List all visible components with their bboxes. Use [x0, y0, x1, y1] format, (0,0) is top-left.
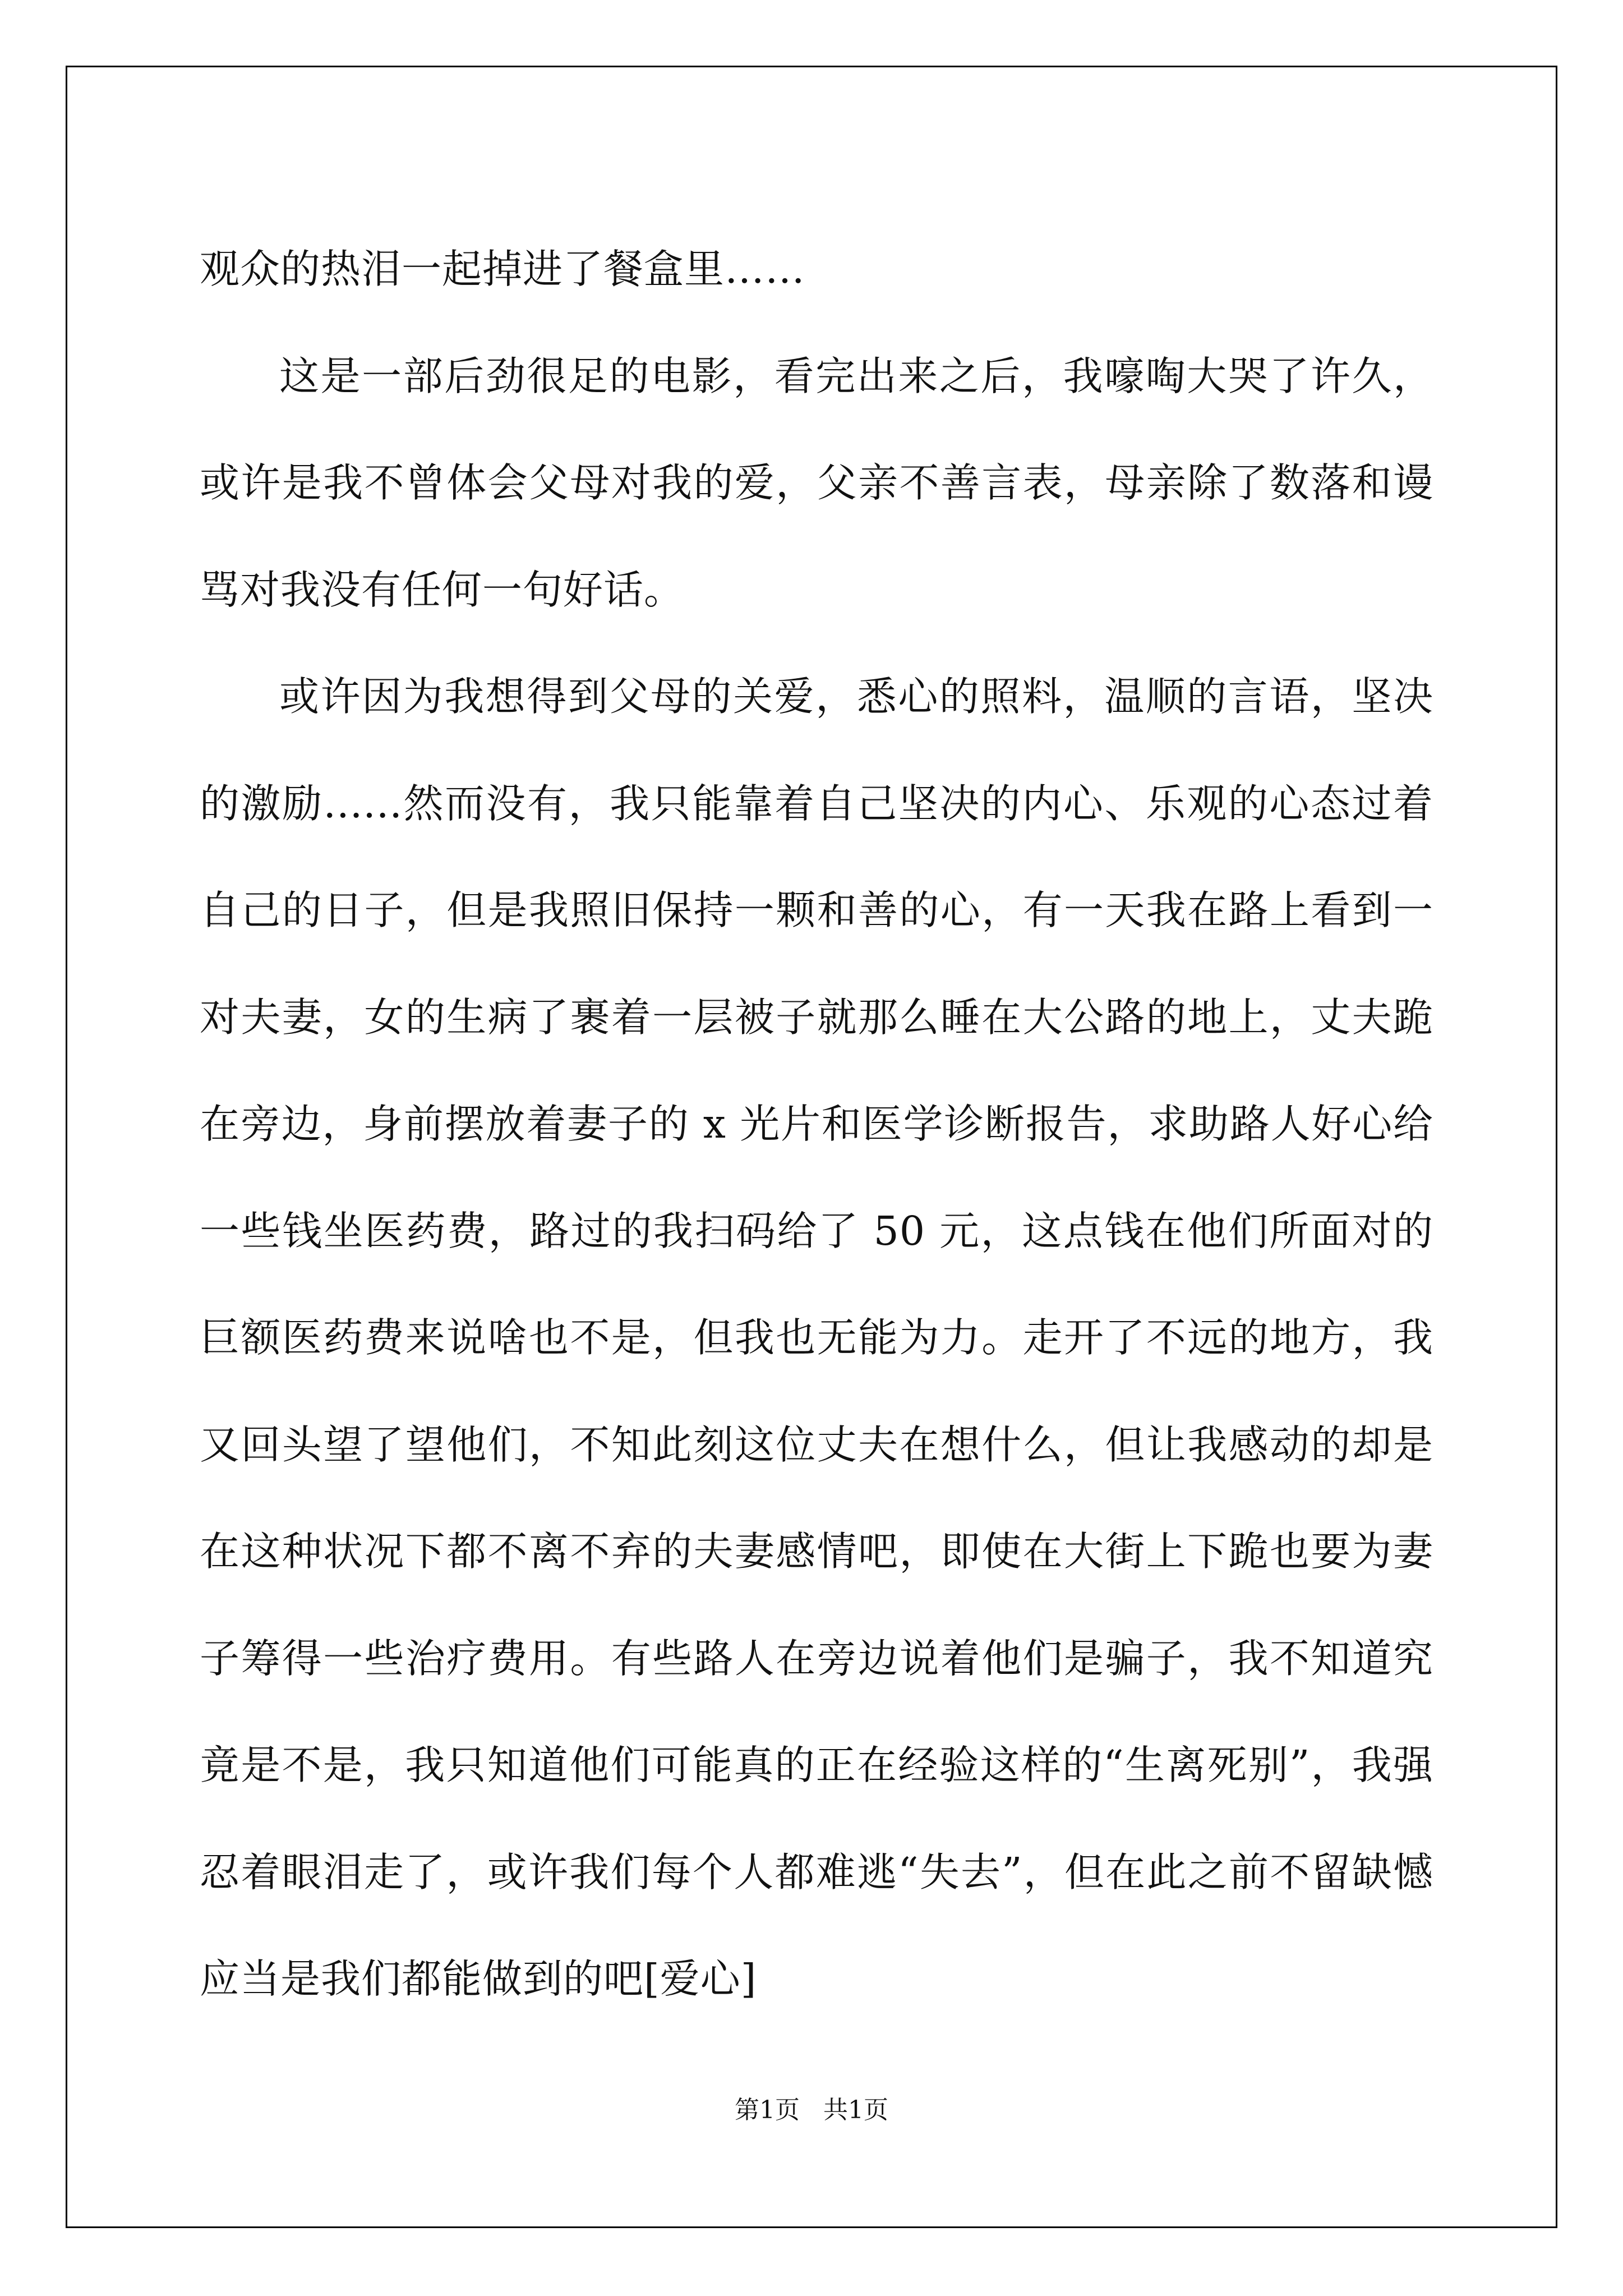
document-body	[200, 216, 1433, 2033]
paragraph-1: 观众的热泪一起掉进了餐盒里……	[200, 246, 806, 292]
paragraph-3: 或许因为我想得到父母的关爱，悉心的照料，温顺的言语，坚决的激励......然而没有，我只能靠着自己坚决的内心、乐观的心态过着自己的日子，但是我照旧保持一颗和善的心，有一天我在路上看到一对夫妻，女的生病了裹着一层被子就那么睡在大公路的地上，丈夫跪在旁边，身前摆放着妻子的 x 光片和医学诊断报告，求助路人好心给一些钱坐医药费，路过的我扫码给了 50 元，这点钱在他们所面对的巨额医药费来说啥也不是，但我也无能为力。走开了不远的地方，我又回头望了望他们，不知此刻这位丈夫在想什么，但让我感动的却是在这种状况下都不离不弃的夫妻感情吧，即使在大街上下跪也要为妻子筹得一些治疗费用。有些路人在旁边说着他们是骗子，我不知道究竟是不是，我只知道他们可能真的正在经验这样的“生离死别”，我强忍着眼泪走了，或许我们每个人都难逃“失去”，但在此之前不留缺憾应当是我们都能做到的吧[爱心]	[200, 673, 1433, 2002]
paragraph-2: 这是一部后劲很足的电影，看完出来之后，我嚎啕大哭了许久，或许是我不曾体会父母对我的爱，父亲不善言表，母亲除了数落和谩骂对我没有任何一句好话。	[200, 352, 1433, 613]
page-number-footer: 第1页 共1页	[735, 2096, 888, 2124]
